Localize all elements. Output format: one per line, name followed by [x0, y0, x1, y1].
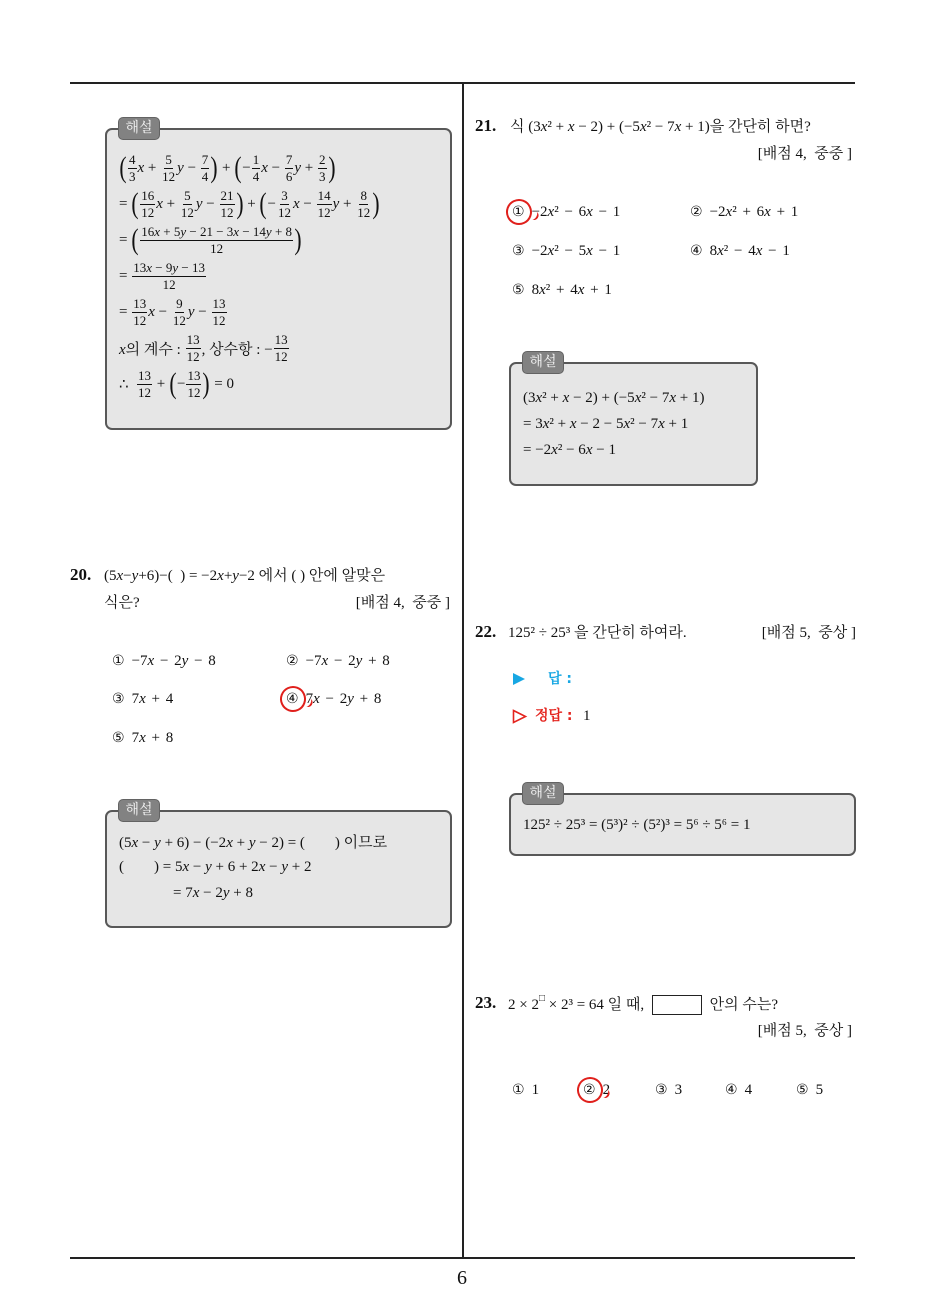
option-number-label: ① [112, 653, 125, 669]
option-number-label: ③ [112, 691, 125, 707]
option-1 [512, 202, 620, 222]
fraction [140, 225, 293, 256]
big-parenthesis: ( [234, 151, 242, 184]
fraction-denominator: 3 [129, 168, 136, 184]
explanation-line [119, 222, 380, 258]
math-variable: x [577, 282, 585, 298]
fraction-numerator: 7 [285, 151, 293, 167]
explanation-box [105, 802, 452, 928]
fraction-denominator: 12 [133, 312, 147, 328]
question-text [508, 995, 778, 1015]
fraction [140, 189, 155, 220]
math-text: − [267, 195, 276, 212]
fraction [137, 369, 152, 400]
math-variable: x [569, 415, 577, 432]
option-5 [112, 728, 173, 748]
fraction-numerator: 3 [281, 187, 288, 203]
math-variable: y [222, 884, 230, 901]
fraction [274, 333, 289, 364]
fraction-denominator: 4 [252, 168, 260, 184]
math-variable: x [217, 568, 224, 584]
math-variable: x [154, 223, 160, 239]
explanation-body [523, 812, 751, 838]
score-label: [배점 4, 중중 ] [757, 146, 852, 162]
question-number: 20. [70, 565, 92, 584]
explanation-line [119, 366, 380, 402]
math-text: = [119, 195, 132, 212]
big-parenthesis: ) [372, 187, 380, 220]
math-variable: y [172, 259, 179, 275]
fraction-numerator: 4 [129, 151, 136, 167]
option-text: −2x² − 5x − 1 [531, 243, 621, 259]
math-text: − [177, 375, 186, 392]
question-text: 식은? [104, 595, 140, 611]
option-number-label: ③ [512, 243, 525, 259]
fraction-numerator: 13 [138, 367, 152, 383]
math-variable: x [562, 389, 570, 406]
correct-answer-value: 1 [583, 708, 591, 724]
math-variable: x [547, 204, 555, 220]
option-4 [725, 1080, 752, 1100]
option-text: −2x² − 6x − 1 [531, 204, 621, 220]
answer-prompt-label: 답 : [548, 671, 572, 687]
math-variable: x [321, 653, 329, 669]
fraction-denominator: 6 [285, 168, 293, 184]
score-label: [배점 5, 중상 ] [761, 625, 856, 641]
option-number [725, 1080, 738, 1100]
option-2 [690, 202, 798, 222]
option-number-label: ⑤ [512, 282, 525, 298]
fraction [220, 189, 235, 220]
math-text: x + [156, 195, 179, 212]
big-parenthesis: ( [131, 223, 139, 256]
fraction-denominator: 12 [212, 312, 226, 328]
question-text-part: × 2³ = 64 일 때, [545, 997, 648, 1013]
option-3 [512, 241, 620, 261]
red-circle-mark [573, 1073, 608, 1108]
option-3 [655, 1080, 682, 1100]
math-variable: x [116, 568, 124, 584]
big-parenthesis: ) [327, 151, 336, 184]
math-variable: x [755, 243, 763, 259]
score-label: [배점 5, 중상 ] [757, 1023, 852, 1039]
fraction-numerator: 16x + 5y − 21 − 3x − 14y + 8 [141, 223, 293, 239]
option-text: 7x + 8 [131, 730, 174, 746]
math-text: = [119, 267, 132, 284]
fraction-numerator: 13 [274, 331, 288, 347]
option-number [655, 1080, 668, 1100]
explanation-body [523, 385, 704, 463]
math-variable: y [332, 195, 340, 212]
option-number-label: ① [512, 1082, 525, 1098]
option-text: 3 [674, 1082, 683, 1098]
math-text: x − [148, 303, 171, 320]
fraction [201, 153, 210, 184]
option-text: −7x − 2y − 8 [131, 653, 216, 669]
big-parenthesis: ) [235, 187, 244, 220]
math-variable: x [119, 341, 126, 358]
math-text: = [119, 303, 132, 320]
math-variable: x [639, 119, 647, 135]
option-3 [112, 689, 173, 709]
fraction-numerator: 13 [133, 295, 147, 311]
fraction [172, 297, 187, 328]
math-text: 125² ÷ 25³ = (5³)² ÷ (5²)³ = 5⁶ ÷ 5⁶ = 1 [523, 816, 751, 833]
math-variable: x [586, 204, 593, 220]
correct-answer-label: 정답 : [535, 708, 573, 724]
math-variable: x [148, 303, 155, 320]
big-parenthesis: ( [131, 187, 139, 220]
option-2 [583, 1080, 610, 1100]
fraction-denominator: 12 [180, 204, 194, 220]
option-number-label: ① [512, 204, 525, 220]
fraction [212, 297, 227, 328]
option-5 [512, 280, 612, 300]
fraction-denominator: 12 [317, 204, 331, 220]
option-number [583, 1080, 596, 1100]
option-number [512, 241, 525, 261]
option-text: 1 [531, 1082, 540, 1098]
option-text: 2 [602, 1082, 611, 1098]
math-variable: x [192, 884, 200, 901]
fraction-numerator: 5 [165, 151, 172, 167]
question-number: 22. [475, 622, 497, 641]
explanation-line [119, 854, 387, 880]
fraction-denominator: 3 [319, 168, 326, 184]
fraction [132, 297, 147, 328]
math-variable: x [586, 243, 593, 259]
math-variable: y [355, 653, 363, 669]
explanation-line [119, 150, 380, 186]
fraction-numerator: 7 [201, 151, 209, 167]
math-variable: y [265, 223, 272, 239]
option-number [512, 1080, 525, 1100]
option-number-label: ④ [286, 691, 299, 707]
math-text: y + [294, 159, 317, 176]
math-variable: y [177, 159, 184, 176]
math-text: + [218, 159, 235, 176]
explanation-line [523, 812, 751, 838]
fraction-denominator: 12 [138, 384, 152, 400]
math-variable: x [226, 834, 233, 851]
big-parenthesis: ( [169, 367, 177, 400]
math-variable: x [131, 834, 139, 851]
math-variable: x [551, 441, 558, 458]
math-variable: x [258, 858, 266, 875]
explanation-box [509, 354, 758, 486]
option-number-label: ② [286, 653, 299, 669]
explanation-line [119, 294, 380, 330]
superscript-blank: □ [538, 993, 546, 1004]
explanation-tab: 해설 [118, 799, 160, 822]
fraction-numerator: 13 [186, 331, 200, 347]
option-text: −7x − 2y + 8 [305, 653, 390, 669]
fraction-numerator: 13x − 9y − 13 [133, 259, 205, 275]
math-variable: x [139, 730, 146, 746]
answer-blank-box [652, 995, 702, 1015]
math-variable: x [313, 691, 320, 707]
math-variable: y [180, 223, 187, 239]
math-variable: x [717, 243, 724, 259]
math-text: = 0 [210, 375, 234, 392]
math-text: = 3x² + x − 2 − 5x² − 7x + 1 [523, 415, 689, 432]
fraction-denominator: 4 [201, 168, 209, 184]
math-variable: x [764, 204, 771, 220]
fraction-numerator: 1 [252, 151, 260, 167]
math-variable: x [146, 259, 152, 275]
option-number [286, 689, 299, 709]
math-variable: x [292, 195, 300, 212]
math-variable: x [540, 119, 548, 135]
option-2 [286, 651, 390, 671]
explanation-line [119, 880, 387, 906]
page-number: 6 [457, 1267, 467, 1289]
fraction [318, 153, 327, 184]
fraction [186, 333, 201, 364]
fraction-numerator: 9 [176, 295, 183, 311]
math-text: − [242, 159, 251, 176]
math-text: x의 계수 : [119, 341, 185, 358]
option-number-label: ④ [725, 1082, 738, 1098]
fraction-denominator: 12 [187, 384, 201, 400]
option-number [112, 728, 125, 748]
math-variable: x [137, 159, 145, 176]
math-variable: x [182, 858, 190, 875]
option-4 [690, 241, 790, 261]
option-5 [796, 1080, 823, 1100]
score-label: [배점 4, 중중 ] [355, 595, 450, 611]
math-variable: x [233, 223, 240, 239]
fraction-denominator: 12 [357, 204, 371, 220]
math-text: x − [261, 159, 284, 176]
bottom-rule [70, 1257, 855, 1259]
fraction-numerator: 13 [212, 295, 226, 311]
option-text: 7x − 2y + 8 [305, 691, 382, 707]
explanation-line [119, 186, 380, 222]
explanation-line [119, 330, 380, 366]
math-variable: x [585, 441, 593, 458]
big-parenthesis: ) [294, 223, 302, 256]
math-variable: y [347, 691, 354, 707]
option-number [512, 280, 525, 300]
fraction-numerator: 16 [141, 187, 155, 203]
outline-triangle-icon [512, 709, 527, 724]
option-number-label: ② [583, 1082, 596, 1098]
math-text: x − [292, 195, 316, 212]
option-4 [286, 689, 381, 709]
math-variable: x [725, 204, 733, 220]
option-text: 5 [815, 1082, 824, 1098]
math-text: y + [332, 195, 356, 212]
question-number: 21. [475, 116, 497, 135]
math-text: y − [187, 303, 211, 320]
question-text-part: 2 × 2 [508, 997, 539, 1013]
explanation-line [523, 411, 704, 437]
fraction-numerator: 21 [220, 187, 234, 203]
explanation-tab: 해설 [522, 782, 564, 805]
math-variable: y [195, 195, 203, 212]
math-variable: y [232, 568, 239, 584]
option-text: 7x + 4 [131, 691, 174, 707]
explanation-box [509, 785, 856, 856]
explanation-line [119, 828, 387, 854]
question-text-part: 안의 수는? [705, 997, 779, 1013]
fraction-denominator: 12 [277, 204, 291, 220]
option-number [112, 689, 125, 709]
question-text: 125² ÷ 25³ 을 간단히 하여라. [508, 625, 687, 641]
math-variable: x [547, 243, 555, 259]
option-number-label: ④ [690, 243, 703, 259]
math-variable: y [294, 159, 302, 176]
math-variable: x [139, 691, 146, 707]
filled-triangle-icon [512, 672, 526, 686]
big-parenthesis: ) [202, 367, 211, 400]
math-variable: x [669, 389, 676, 406]
fraction-denominator: 12 [141, 204, 155, 220]
big-parenthesis: ( [259, 187, 268, 220]
math-variable: x [567, 119, 575, 135]
fraction-denominator: 12 [210, 240, 224, 256]
explanation-tab: 해설 [118, 117, 160, 140]
fraction [186, 369, 201, 400]
explanation-line [119, 258, 380, 294]
explanation-line [523, 385, 704, 411]
math-variable: y [131, 568, 139, 584]
option-1 [112, 651, 216, 671]
fraction-numerator: 2 [319, 151, 326, 167]
option-number [796, 1080, 809, 1100]
question-text: 식 (3x² + x − 2) + (−5x² − 7x + 1)을 간단히 하면? [510, 119, 811, 135]
fraction-denominator: 12 [162, 168, 176, 184]
fraction [180, 189, 195, 220]
math-variable: y [187, 303, 195, 320]
math-variable: y [248, 834, 256, 851]
fraction [132, 261, 206, 292]
math-variable: x [658, 415, 665, 432]
fraction-denominator: 12 [274, 348, 288, 364]
math-text: , 상수항 : − [201, 341, 273, 358]
math-variable: y [205, 858, 212, 875]
math-variable: x [674, 119, 682, 135]
fraction-numerator: 13 [187, 367, 201, 383]
fraction [161, 153, 176, 184]
math-text: ( ) = 5x − y + 6 + 2x − y + 2 [119, 858, 312, 875]
math-variable: x [261, 159, 268, 176]
fraction [252, 153, 261, 184]
math-text: = 7x − 2y + 8 [173, 884, 253, 901]
math-text: + [243, 195, 260, 212]
option-number [286, 651, 299, 671]
math-text: + [153, 375, 170, 392]
option-text: −2x² + 6x + 1 [709, 204, 799, 220]
fraction-numerator: 5 [184, 187, 191, 203]
fraction-denominator: 12 [220, 204, 234, 220]
question-number: 23. [475, 993, 497, 1012]
option-text: 4 [744, 1082, 753, 1098]
option-number [112, 651, 125, 671]
fraction [277, 189, 292, 220]
option-number-label: ② [690, 204, 703, 220]
fraction-numerator: 8 [360, 187, 367, 203]
fraction-denominator: 12 [186, 348, 200, 364]
fraction-denominator: 12 [162, 276, 176, 292]
math-text: y − [177, 159, 200, 176]
explanation-box [105, 120, 452, 430]
fraction [128, 153, 137, 184]
math-variable: y [154, 834, 161, 851]
red-circle-mark [502, 195, 537, 230]
option-1 [512, 1080, 539, 1100]
math-text: ∴ [119, 376, 137, 393]
column-divider [462, 82, 464, 1258]
math-text: y − [195, 195, 219, 212]
math-variable: x [539, 282, 546, 298]
fraction-denominator: 12 [172, 312, 186, 328]
fraction [356, 189, 371, 220]
math-text: (3x² + x − 2) + (−5x² − 7x + 1) [523, 389, 705, 406]
math-variable: x [156, 195, 163, 212]
math-variable: x [634, 389, 642, 406]
option-number [690, 202, 703, 222]
math-text: = −2x² − 6x − 1 [523, 441, 616, 458]
big-parenthesis: ( [119, 151, 127, 184]
explanation-body [119, 150, 380, 402]
red-circle-mark [276, 682, 311, 717]
math-variable: x [535, 389, 543, 406]
option-number [690, 241, 703, 261]
option-text: 8x² − 4x − 1 [709, 243, 790, 259]
math-variable: x [147, 653, 155, 669]
question-text: (5x−y+6)−( ) = −2x+y−2 에서 ( ) 안에 알맞은 [104, 568, 386, 584]
math-text: = [119, 231, 132, 248]
fraction [317, 189, 332, 220]
fraction-numerator: 14 [317, 187, 331, 203]
option-number-label: ③ [655, 1082, 668, 1098]
option-number [512, 202, 525, 222]
math-variable: x [542, 415, 550, 432]
math-text: x + [137, 159, 161, 176]
math-variable: y [281, 858, 288, 875]
explanation-body [119, 828, 387, 906]
math-variable: y [181, 653, 189, 669]
explanation-tab: 해설 [522, 351, 564, 374]
math-text: (5x − y + 6) − (−2x + y − 2) = ( ) 이므로 [119, 834, 388, 851]
fraction [285, 153, 294, 184]
math-variable: x [623, 415, 631, 432]
option-number-label: ⑤ [796, 1082, 809, 1098]
big-parenthesis: ) [210, 151, 218, 184]
explanation-line [523, 437, 704, 463]
option-number-label: ⑤ [112, 730, 125, 746]
option-text: 8x² + 4x + 1 [531, 282, 612, 298]
